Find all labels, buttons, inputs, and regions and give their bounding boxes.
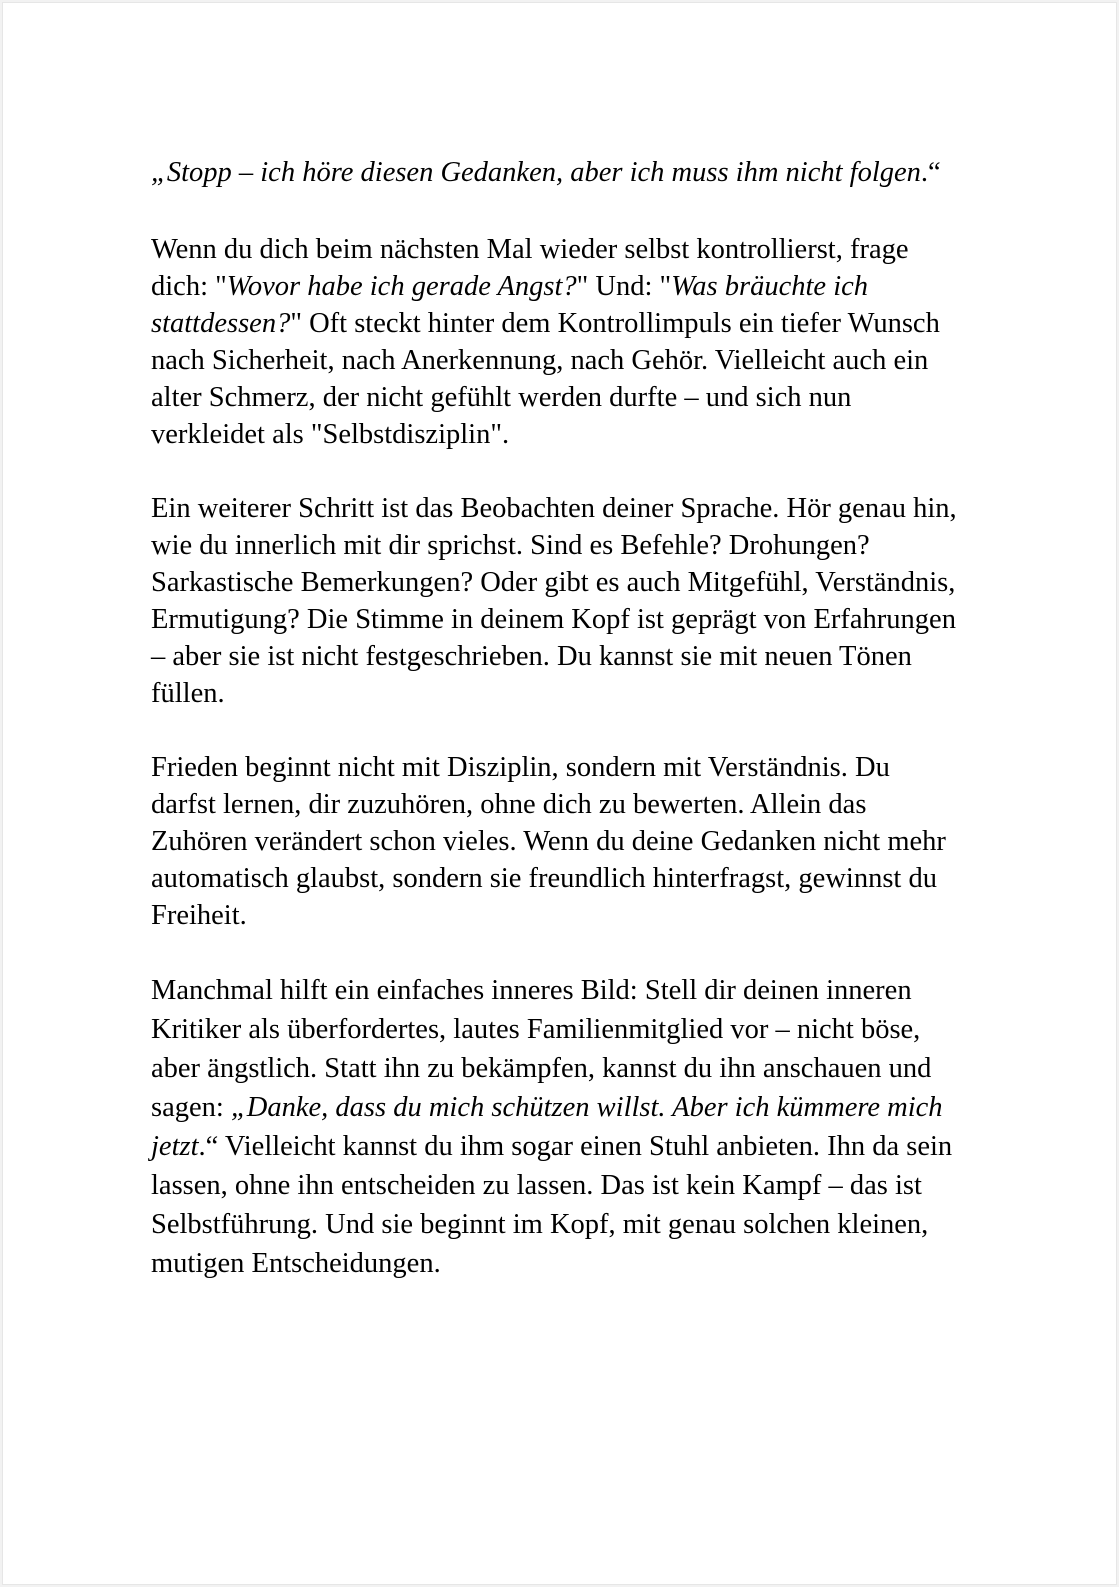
- text-segment: .“ Vielleicht kannst du ihm sogar einen Stuhl anbieten. Ihn da sein lassen, ohne ihn entscheiden zu lassen. Das ist kein Kampf – das ist Selbstführung. Und sie beginnt im Kopf, mit genau solchen kleinen, mutigen Entscheidungen.: [151, 1131, 953, 1279]
- document-page: [2, 2, 1117, 1585]
- quote-text: „Stopp – ich höre diesen Gedanken, aber ich muss ihm nicht folgen: [151, 157, 921, 188]
- paragraph-language: [151, 490, 961, 712]
- paragraph-peace: [151, 749, 961, 934]
- italic-question-1: Wovor habe ich gerade Angst?: [226, 271, 577, 302]
- italic-quote: „Danke, dass du mich schützen willst. Aber ich kümmere mich jetzt: [151, 1092, 943, 1162]
- text-segment: Ein weiterer Schritt ist das Beobachten deiner Sprache. Hör genau hin, wie du innerlich mit dir sprichst. Sind es Befehle? Drohungen? Sarkastische Bemerkungen? Oder gibt es auch Mitgefühl, Verständnis, Ermutigung? Die Stimme in deinem Kopf ist geprägt von Erfahrungen – aber sie ist nicht festgeschrieben. Du kannst sie mit neuen Tönen füllen.: [151, 493, 957, 709]
- text-segment: Manchmal hilft ein einfaches inneres Bild: Stell dir deinen inneren Kritiker als überfordertes, lautes Familienmitglied vor – nicht böse, aber ängstlich. Statt ihn zu bekämpfen, kannst du ihn anschauen und sagen:: [151, 975, 932, 1123]
- paragraph-inner-critic: [151, 971, 961, 1283]
- italic-question-2: Was bräuchte ich stattdessen?: [151, 271, 869, 339]
- text-segment: Frieden beginnt nicht mit Disziplin, sondern mit Verständnis. Du darfst lernen, dir zuzuhören, ohne dich zu bewerten. Allein das Zuhören verändert schon vieles. Wenn du deine Gedanken nicht mehr automatisch glaubst, sondern sie freundlich hinterfragst, gewinnst du Freiheit.: [151, 752, 946, 931]
- text-segment: Wenn du dich beim nächsten Mal wieder selbst kontrollierst, frage dich: ": [151, 234, 909, 302]
- text-segment: " Und: ": [576, 271, 672, 302]
- text-segment: " Oft steckt hinter dem Kontrollimpuls ein tiefer Wunsch nach Sicherheit, nach Anerkennung, nach Gehör. Vielleicht auch ein alter Schmerz, der nicht gefühlt werden durfte – und sich nun verkleidet als "Selbstdisziplin".: [151, 308, 940, 450]
- document-body: [151, 153, 961, 1322]
- paragraph-questions: [151, 231, 961, 453]
- quote-end: .“: [920, 157, 941, 188]
- paragraph-quote: [151, 153, 961, 192]
